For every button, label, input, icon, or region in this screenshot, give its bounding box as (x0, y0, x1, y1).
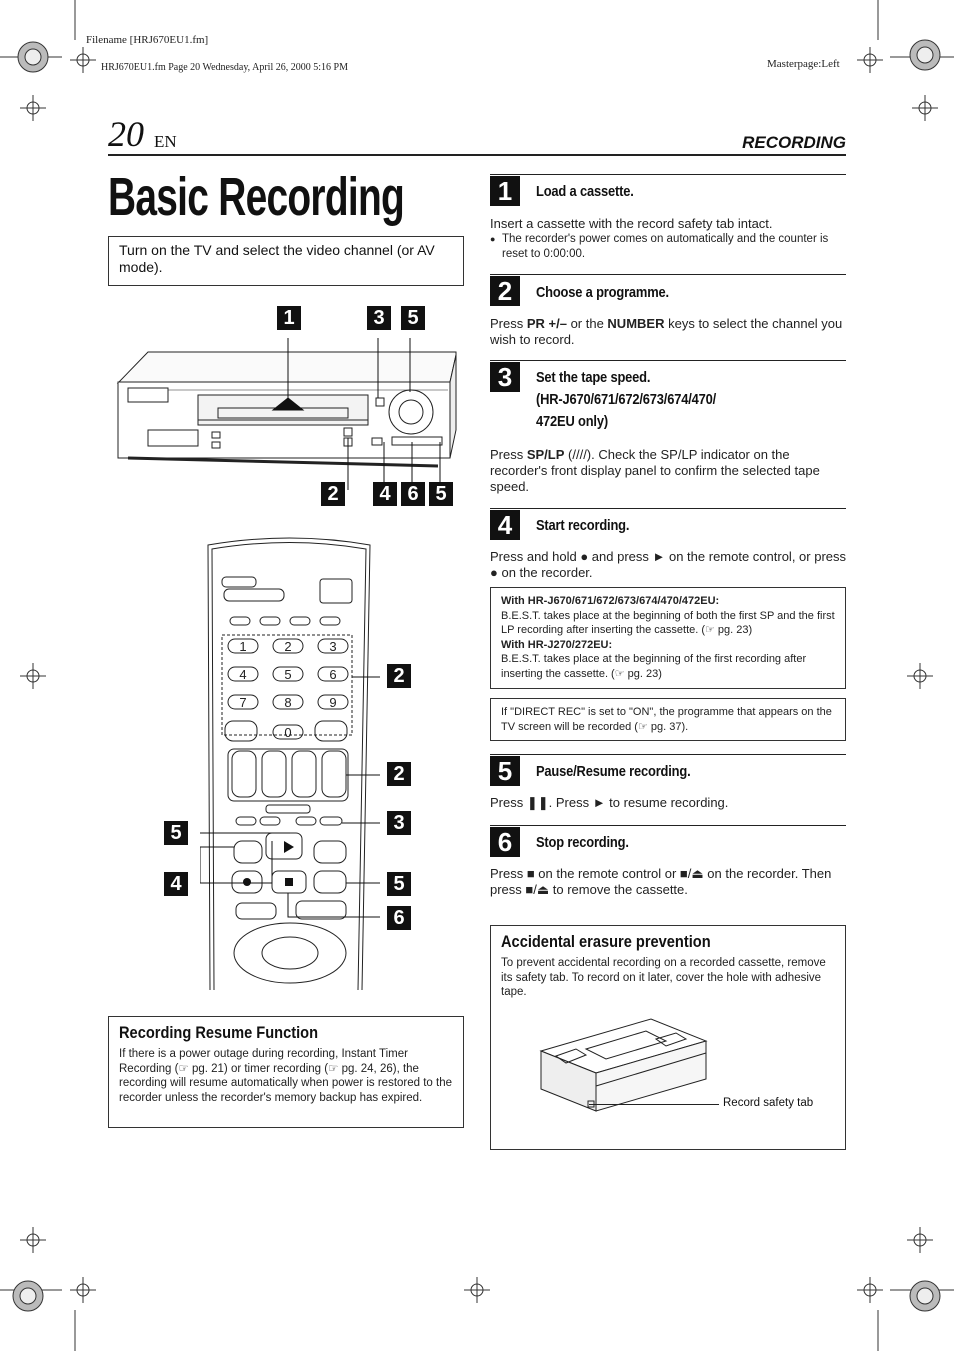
step4-body: Press and hold ● and press ► on the remote control, or press ● on the recorder. (490, 549, 847, 580)
step1-rule (490, 174, 846, 175)
step3-number: 3 (490, 362, 520, 392)
step3-text-a: Press (490, 447, 527, 462)
step6-rule (490, 825, 846, 826)
vcr-label-6: 6 (401, 482, 425, 506)
step1-title: Load a cassette. (536, 183, 634, 200)
file-info: HRJ670EU1.fm Page 20 Wednesday, April 26, 2000 5:16 PM (101, 62, 348, 73)
erasure-text: To prevent accidental recording on a recorded cassette, remove its safety tab. To record on it later, cover the hole with adhesive tape. (501, 957, 826, 998)
best-note (501, 594, 837, 681)
key-number: NUMBER (607, 316, 665, 331)
resume-text: If there is a power outage during recording, Instant Timer Recording (☞ pg. 21) or timer recording (☞ pg. 24, 26), the recording will resume automatically when power is restored to the recorder unless the recorder's memory backup has expired. (119, 1048, 453, 1104)
remote-label-5: 5 (164, 821, 188, 845)
remote-label-6: 6 (387, 906, 411, 930)
step1-body: Insert a cassette with the record safety tab intact. (490, 216, 773, 231)
remote-label-5b: 5 (387, 872, 411, 896)
step2-title: Choose a programme. (536, 284, 669, 301)
best-note-box (490, 587, 846, 689)
best-text-1: B.E.S.T. takes place at the beginning of both the first SP and the first LP recording after inserting the cassette. (☞ pg. 23) (501, 609, 835, 636)
keypad (228, 639, 348, 740)
filename: Filename [HRJ670EU1.fm] (86, 34, 209, 46)
key-7: 7 (239, 695, 247, 710)
key-9: 9 (329, 695, 337, 710)
remote-label-3: 3 (387, 811, 411, 835)
step1-bullet: The recorder's power comes on automatically and the counter is reset to 0:00:00. (502, 233, 829, 260)
step6-title: Stop recording. (536, 834, 629, 851)
record-safety-tab-label: Record safety tab (723, 1097, 814, 1109)
best-text-2: B.E.S.T. takes place at the beginning of the first recording after inserting the cassette. (☞ pg. 23) (501, 653, 807, 680)
step5-number: 5 (490, 756, 520, 786)
direct-rec-box (490, 698, 846, 741)
tab-leader-line (589, 1104, 719, 1105)
step2-text-b: or the (566, 316, 608, 331)
intro-text: Turn on the TV and select the video channel (or AV mode). (119, 242, 435, 275)
intro-box (108, 236, 464, 286)
key-3: 3 (329, 639, 337, 654)
key-splp: SP/LP (526, 447, 565, 462)
step4-number: 4 (490, 510, 520, 540)
step3-title-3: 472EU only) (536, 413, 608, 430)
vcr-label-1: 1 (277, 306, 301, 330)
page-lang: EN (154, 132, 177, 151)
section-title: RECORDING (742, 133, 846, 152)
step6-body: Press ■ on the remote control or ■/⏏ on the recorder. Then press ■/⏏ to remove the cassette. (490, 866, 832, 897)
step2-rule (490, 274, 846, 275)
step4-title: Start recording. (536, 517, 630, 534)
remote-illustration (200, 535, 380, 995)
bullet-icon: ● (490, 234, 496, 244)
remote-label-4: 4 (164, 872, 188, 896)
step1-number: 1 (490, 176, 520, 206)
erasure-title-wrap (501, 931, 745, 953)
step5-body: Press ❚❚. Press ► to resume recording. (490, 795, 729, 810)
step3-title-1: Set the tape speed. (536, 369, 651, 386)
vcr-illustration (108, 300, 464, 510)
resume-title-wrap (119, 1022, 350, 1044)
step6-number: 6 (490, 827, 520, 857)
vcr-label-2: 2 (321, 482, 345, 506)
masterpage: Masterpage:Left (767, 58, 840, 70)
step3-title-2: (HR-J670/671/672/673/674/470/ (536, 391, 717, 408)
key-1: 1 (239, 639, 247, 654)
step5-title: Pause/Resume recording. (536, 763, 691, 780)
page-number: 20 (108, 114, 144, 154)
key-2: 2 (284, 639, 292, 654)
resume-box (108, 1016, 464, 1128)
step3-body (490, 447, 846, 495)
best-model-1: With HR-J670/671/672/673/674/470/472EU: (501, 595, 720, 607)
step5-rule (490, 754, 846, 755)
step2-text-a: Press (490, 316, 527, 331)
step2-text-c: keys to select the channel you wish to record. (490, 316, 843, 347)
step3-text-b: (////). Check the SP/LP indicator on the recorder's front display panel to confirm the selected tape speed. (490, 447, 820, 494)
page-title-wrap (108, 168, 519, 228)
remote-label-plusminus: 2 (387, 762, 411, 786)
key-8: 8 (284, 695, 292, 710)
erasure-box (490, 925, 846, 1150)
best-model-2: With HR-J270/272EU: (501, 638, 613, 651)
vcr-label-5: 5 (401, 306, 425, 330)
direct-rec-text: If "DIRECT REC" is set to "ON", the programme that appears on the TV screen will be recorded (☞ pg. 37). (501, 706, 832, 733)
key-0: 0 (284, 725, 292, 740)
key-pr: PR +/– (526, 316, 567, 331)
step2-number: 2 (490, 276, 520, 306)
resume-title: Recording Resume Function (119, 1023, 319, 1042)
erasure-title: Accidental erasure prevention (501, 932, 711, 951)
step4-rule (490, 508, 846, 509)
key-5: 5 (284, 667, 292, 682)
header-rule (108, 154, 846, 156)
vcr-label-4: 4 (373, 482, 397, 506)
vcr-label-5b: 5 (429, 482, 453, 506)
page-title: Basic Recording (108, 167, 405, 227)
key-6: 6 (329, 667, 337, 682)
remote-label-keypad: 2 (387, 664, 411, 688)
step2-body (490, 316, 846, 348)
vcr-label-3: 3 (367, 306, 391, 330)
key-4: 4 (239, 667, 247, 682)
step3-rule (490, 360, 846, 361)
